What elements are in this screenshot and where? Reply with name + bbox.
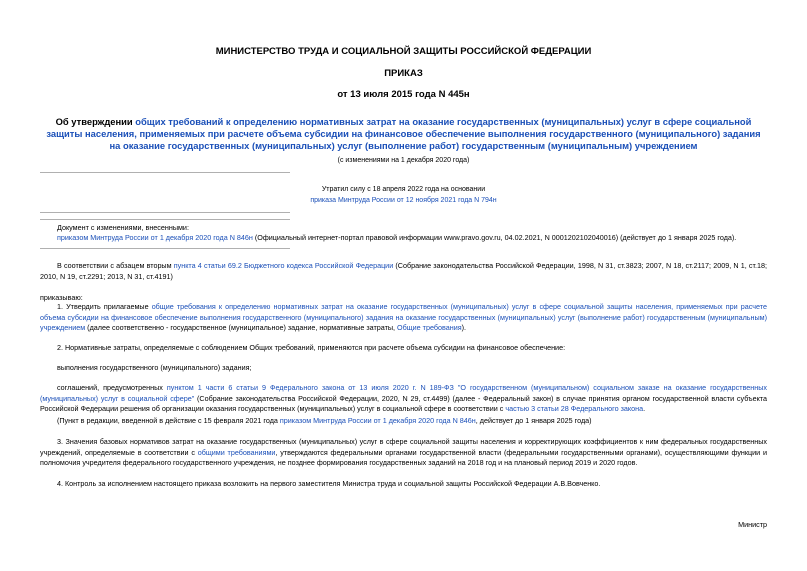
title-prefix: Об утверждении <box>55 116 136 127</box>
paragraph-4: 4. Контроль за исполнением настоящего приказа возложить на первого заместителя Министра труда и социальной защиты Российской Федерации А.В.Вовченко. <box>57 479 601 488</box>
expired-order-link[interactable]: приказа Минтруда России от 12 ноября 2021 года N 794н <box>310 197 497 204</box>
changes-details <box>57 233 767 244</box>
divider <box>40 219 290 220</box>
p2note-text-2: , действует до 1 января 2025 года) <box>475 416 592 425</box>
divider <box>40 248 290 249</box>
p2b-text: соглашений, предусмотренных <box>57 383 167 392</box>
divider <box>40 172 290 173</box>
preamble-citation: (Собрание законодательства Российской Федерации, 1998, N 31, ст.3823; 2007, N 18, ст.2117; 2009, N 1, ст.18; 2010, N 19, ст.2291; 2013, N 31, ст.4191) <box>40 261 767 281</box>
paragraph-2: 2. Нормативные затраты, определяемые с соблюдением Общих требований, применяются при расчете объема субсидии на финансовое обеспечение: <box>57 343 566 352</box>
general-requirements-link-2[interactable]: общими требованиями <box>197 447 276 457</box>
document-type: ПРИКАЗ <box>384 68 423 79</box>
paragraph-3 <box>40 437 767 469</box>
changes-label: Документ с изменениями, внесенными: <box>57 223 189 232</box>
order-word: приказываю: <box>40 293 83 302</box>
amendment-note: (с изменениями на 1 декабря 2020 года) <box>337 157 470 164</box>
federal-law-link[interactable]: пунктом 1 части 6 статьи 9 Федерального закона от 13 июля 2020 г. N 189-ФЗ "О государственном (муниципальном) социальном заказе на оказание государственных (муниципальных) услуг в социальной сфере" <box>40 383 767 403</box>
ministry-heading: МИНИСТЕРСТВО ТРУДА И СОЦИАЛЬНОЙ ЗАЩИТЫ РОССИЙСКОЙ ФЕДЕРАЦИИ <box>215 46 592 57</box>
p2b-text-2: (Собрание законодательства Российской Федерации, 2020, N 29, ст.4499) (далее - Федеральный закон) в случае принятия органом государственной власти субъекта Российской Федерации решения об организации оказания государственных (муниципальных) услуг в социальной сфере в соответствии с <box>40 393 768 413</box>
title-link[interactable]: общих требований к определению нормативных затрат на оказание государственных (муниципальных) услуг в сфере социальной защиты населения, применяемых при расчете объема субсидии на финансовое обеспечение выполнения государственного (муниципального) задания на оказание государственных (муниципальных) услуг (выполнение работ) государственным (муниципальным) учреждением <box>46 116 761 151</box>
p3-text: 3. Значения базовых нормативов затрат на оказание государственных (муниципальных) услуг в сфере социальной защиты населения и корректирующих коэффициентов к ним федеральных государственных учреждений, определяемые в соответствии с <box>40 437 767 457</box>
amendment-order-link[interactable]: приказом Минтруда России от 1 декабря 2020 года N 846н <box>279 416 476 425</box>
changes-tail: (Официальный интернет-портал правовой информации www.pravo.gov.ru, 04.02.2021, N 0001202102040016) (действует до 1 января 2025 года). <box>252 233 737 242</box>
p1-text-3: ). <box>461 323 466 332</box>
p1-text: 1. Утвердить прилагаемые <box>57 302 152 311</box>
document-date-number: от 13 июля 2015 года N 445н <box>337 89 470 100</box>
preamble-text: В соответствии с абзацем вторым <box>57 261 174 270</box>
paragraph-1 <box>40 302 767 334</box>
divider <box>40 212 290 213</box>
p2b-text-3: . <box>643 404 646 413</box>
paragraph-2b <box>40 383 767 415</box>
general-requirements-short-link[interactable]: Общие требования <box>397 323 462 332</box>
expired-notice: Утратил силу с 18 апреля 2022 года на основании <box>321 186 486 193</box>
federal-law-part-link[interactable]: частью 3 статьи 28 Федерального закона <box>505 404 644 413</box>
paragraph-2a: выполнения государственного (муниципального) задания; <box>57 363 252 372</box>
p3-text-2: , утверждаются федеральными органами государственной власти (федеральными государственными органами), осуществляющими функции и полномочия учредителя федерального государственного учреждения, не позднее формирования государственных заданий на 2018 год и на плановый период 2019 и 2020 годов. <box>40 447 767 467</box>
changes-order-link[interactable]: приказом Минтруда России от 1 декабря 2020 года N 846н <box>57 233 253 242</box>
p1-text-2: (далее соответственно - государственное (муниципальное) задание, нормативные затраты, <box>85 323 398 332</box>
document-title <box>40 116 767 152</box>
paragraph-2-note <box>57 416 767 427</box>
preamble-paragraph <box>40 261 767 282</box>
signature-title: Министр <box>738 520 767 529</box>
general-requirements-link[interactable]: общие требования к определению нормативных затрат на оказание государственных (муниципальных) услуг в сфере социальной защиты населения, применяемых при расчете объема субсидии на финансовое обеспечение выполнения государственного (муниципального) задания на оказание государственных (муниципальных) услуг (выполнение работ) государственным (муниципальным) учреждением <box>40 302 767 332</box>
budget-code-link[interactable]: пункта 4 статьи 69.2 Бюджетного кодекса Российской Федерации <box>173 261 394 270</box>
p2note-text: (Пункт в редакции, введенной в действие с 15 февраля 2021 года <box>57 416 280 425</box>
